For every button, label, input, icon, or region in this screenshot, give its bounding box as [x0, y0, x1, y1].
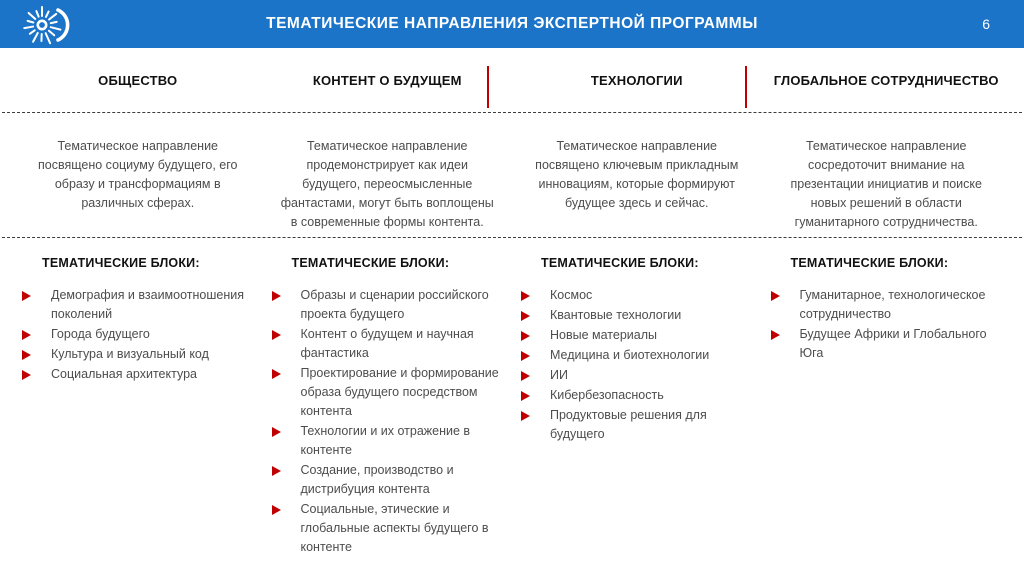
- triangle-bullet-icon: [272, 369, 301, 379]
- blocks-heading: ТЕМАТИЧЕСКИЕ БЛОКИ:: [291, 256, 450, 270]
- list-item-label: Космос: [550, 288, 593, 302]
- list-item-label: Медицина и биотехнологии: [550, 348, 710, 362]
- triangle-bullet-icon: [272, 466, 301, 476]
- column-description: Тематическое направление посвящено социуму будущего, его образу и трансформациям в различных сферах.: [38, 139, 238, 210]
- triangle-bullet-icon: [22, 291, 51, 301]
- content-area: [0, 48, 1024, 558]
- blocks-heading: ТЕМАТИЧЕСКИЕ БЛОКИ:: [790, 256, 949, 270]
- triangle-bullet-icon: [521, 331, 550, 341]
- triangle-bullet-icon: [22, 370, 51, 380]
- list-item-label: Культура и визуальный код: [51, 347, 209, 361]
- list-item-label: Проектирование и формирование образа будущего посредством контента: [300, 366, 499, 418]
- list-item: [521, 326, 753, 345]
- triangle-bullet-icon: [272, 427, 301, 437]
- triangle-bullet-icon: [521, 391, 550, 401]
- list-item-label: Социальная архитектура: [51, 367, 197, 381]
- triangle-bullet-icon: [521, 311, 550, 321]
- red-vertical-divider: [487, 66, 489, 108]
- list-item: [22, 325, 254, 344]
- list-item-label: Города будущего: [51, 327, 150, 341]
- list-item: [22, 345, 254, 364]
- list-item: [521, 386, 753, 405]
- list-item-label: Демография и взаимоотношения поколений: [51, 288, 244, 321]
- blocks-row: [0, 238, 1024, 558]
- column-description: Тематическое направление посвящено ключевым прикладным инновациям, которые формируют будущее здесь и сейчас.: [535, 139, 739, 210]
- list-item: [272, 500, 504, 557]
- column-headers-row: [0, 48, 1024, 112]
- blocks-list: [521, 286, 753, 444]
- triangle-bullet-icon: [272, 330, 301, 340]
- list-item: [771, 325, 1003, 363]
- triangle-bullet-icon: [22, 350, 51, 360]
- list-item-label: Продуктовые решения для будущего: [550, 408, 707, 441]
- blocks-list: [771, 286, 1003, 363]
- column-title-cooperation: ГЛОБАЛЬНОЕ СОТРУДНИЧЕСТВО: [773, 72, 999, 88]
- list-item-label: Технологии и их отражение в контенте: [300, 424, 471, 457]
- blocks-column-technology: [521, 238, 753, 558]
- triangle-bullet-icon: [521, 371, 550, 381]
- blocks-heading: ТЕМАТИЧЕСКИЕ БЛОКИ:: [42, 256, 200, 270]
- triangle-bullet-icon: [521, 351, 550, 361]
- slide-title: ТЕМАТИЧЕСКИЕ НАПРАВЛЕНИЯ ЭКСПЕРТНОЙ ПРОГРАММЫ: [266, 15, 758, 32]
- list-item: [22, 365, 254, 384]
- list-item-label: Социальные, этические и глобальные аспекты будущего в контенте: [300, 502, 489, 554]
- blocks-heading: ТЕМАТИЧЕСКИЕ БЛОКИ:: [541, 256, 699, 270]
- list-item-label: ИИ: [550, 368, 568, 382]
- column-title-content: КОНТЕНТ О БУДУЩЕМ: [312, 72, 462, 88]
- list-item: [521, 346, 753, 365]
- list-item-label: Контент о будущем и научная фантастика: [300, 327, 474, 360]
- column-title-technology: ТЕХНОЛОГИИ: [590, 72, 683, 88]
- triangle-bullet-icon: [22, 330, 51, 340]
- blocks-list: [272, 286, 504, 557]
- column-description: Тематическое направление сосредоточит внимание на презентации инициатив и поиске новых решений в области гуманитарного сотрудничества.: [790, 139, 982, 229]
- header-bar: [0, 0, 1024, 48]
- blocks-column-society: [22, 238, 254, 558]
- list-item: [521, 406, 753, 444]
- list-item: [272, 461, 504, 499]
- triangle-bullet-icon: [771, 291, 800, 301]
- blocks-list: [22, 286, 254, 384]
- red-vertical-divider: [745, 66, 747, 108]
- blocks-column-cooperation: [771, 238, 1003, 558]
- list-item-label: Квантовые технологии: [550, 308, 682, 322]
- list-item: [521, 306, 753, 325]
- descriptions-row: [0, 113, 1024, 237]
- list-item: [272, 422, 504, 460]
- list-item: [272, 286, 504, 324]
- triangle-bullet-icon: [521, 291, 550, 301]
- column-title-society: ОБЩЕСТВО: [98, 72, 178, 88]
- list-item-label: Кибербезопасность: [550, 388, 664, 402]
- triangle-bullet-icon: [521, 411, 550, 421]
- list-item: [272, 364, 504, 421]
- list-item: [272, 325, 504, 363]
- list-item-label: Образы и сценарии российского проекта будущего: [300, 288, 489, 321]
- list-item-label: Гуманитарное, технологическое сотрудничество: [799, 288, 986, 321]
- list-item: [521, 366, 753, 385]
- triangle-bullet-icon: [771, 330, 800, 340]
- list-item: [771, 286, 1003, 324]
- list-item: [22, 286, 254, 324]
- list-item: [521, 286, 753, 305]
- list-item-label: Создание, производство и дистрибуция контента: [300, 463, 454, 496]
- list-item-label: Будущее Африки и Глобального Юга: [799, 327, 987, 360]
- page-number: 6: [982, 16, 990, 32]
- triangle-bullet-icon: [272, 291, 301, 301]
- list-item-label: Новые материалы: [550, 328, 658, 342]
- triangle-bullet-icon: [272, 505, 301, 515]
- column-description: Тематическое направление продемонстрирует как идеи будущего, переосмысленные фантастами, могут быть воплощены в современные формы контента.: [280, 139, 494, 229]
- blocks-column-content: [272, 238, 504, 558]
